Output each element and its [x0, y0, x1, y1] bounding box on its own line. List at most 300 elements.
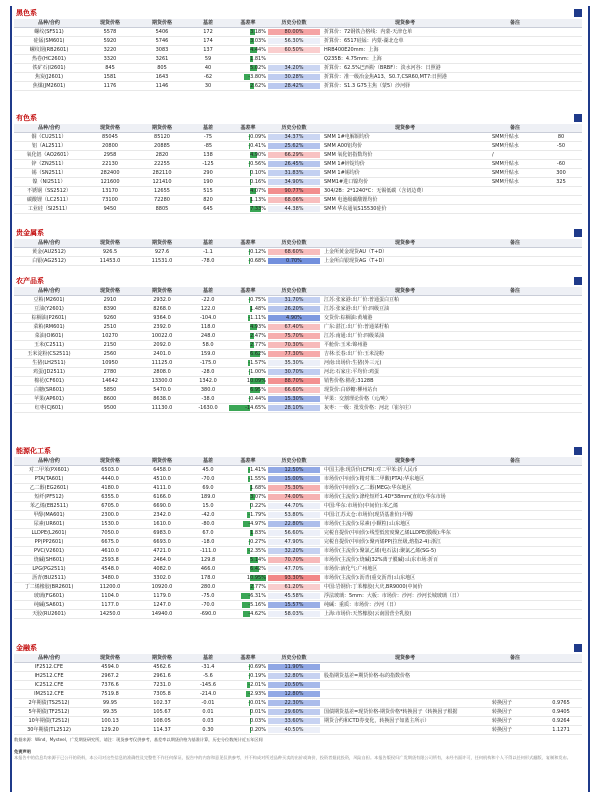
basis-rate-text: 10.09%	[246, 377, 266, 384]
percentile-cell	[268, 394, 320, 403]
column-header: 基差率	[228, 287, 268, 295]
section-block	[14, 446, 582, 619]
spot-price: 2780	[84, 367, 136, 376]
remark-label: SMM升贴水	[490, 159, 540, 168]
basis-rate-text: 3.03%	[250, 37, 266, 44]
spot-price: 73100	[84, 195, 136, 204]
basis-rate-text: 4.90%	[250, 151, 266, 158]
basis-rate-text: -0.75%	[248, 296, 266, 303]
percentile-cell	[268, 54, 320, 63]
table-row	[14, 483, 582, 492]
remark-label: SMM升贴水	[490, 168, 540, 177]
remark-value: 325	[540, 177, 582, 186]
remark-label	[490, 671, 540, 680]
spot-price: 926.5	[84, 247, 136, 256]
futures-price: 3083	[136, 45, 188, 54]
remark-label	[490, 492, 540, 501]
spot-price: 4180.0	[84, 483, 136, 492]
percentile-cell	[268, 256, 320, 265]
spot-price: 121600	[84, 177, 136, 186]
futures-price: 5746	[136, 36, 188, 45]
basis-value: -31.4	[188, 662, 228, 671]
basis-rate-cell	[228, 295, 268, 304]
remark-label	[490, 573, 540, 582]
remark-value	[540, 340, 582, 349]
contract-name: 5年期债(TF2512)	[14, 707, 84, 716]
basis-rate-text: 1.13%	[250, 196, 266, 203]
percentile-cell	[268, 510, 320, 519]
basis-value: -22.0	[188, 295, 228, 304]
percentile-cell	[268, 537, 320, 546]
percentile-cell	[268, 168, 320, 177]
contract-name: IC2512.CFE	[14, 680, 84, 689]
percentile-cell	[268, 403, 320, 412]
contract-name: 工业硅（SI2511）	[14, 204, 84, 213]
basis-rate-text: -2.35%	[248, 547, 266, 554]
spot-price: 3320	[84, 54, 136, 63]
remark-label	[490, 304, 540, 313]
percentile-cell	[268, 671, 320, 680]
spot-reference	[320, 725, 490, 734]
basis-rate-text: -1.57%	[248, 359, 266, 366]
futures-price: 102.37	[136, 698, 188, 707]
basis-value: -145.6	[188, 680, 228, 689]
percentile-text: 93.30%	[284, 574, 304, 581]
remark-value	[540, 72, 582, 81]
table-row	[14, 591, 582, 600]
column-header: 备注	[490, 124, 540, 132]
table-row	[14, 609, 582, 618]
remark-label	[490, 72, 540, 81]
percentile-cell	[268, 45, 320, 54]
table-row	[14, 403, 582, 412]
remark-value	[540, 195, 582, 204]
column-header: 基差	[188, 654, 228, 662]
basis-value: -38.0	[188, 394, 228, 403]
percentile-cell	[268, 367, 320, 376]
basis-rate-cell	[228, 528, 268, 537]
footer-heading: 免责声明	[14, 749, 31, 754]
spot-reference: Q235B：4.75mm：上海	[320, 54, 490, 63]
remark-value: -50	[540, 141, 582, 150]
basis-rate-text: 5.02%	[250, 64, 266, 71]
spot-price: 8390	[84, 304, 136, 313]
section-title-text: 金融系	[16, 644, 37, 652]
futures-price: 4562.6	[136, 662, 188, 671]
futures-price: 11531.0	[136, 256, 188, 265]
spot-price: 2958	[84, 150, 136, 159]
contract-name: 黄金(AU2512)	[14, 247, 84, 256]
column-header: 历史分位数	[268, 654, 320, 662]
remark-value	[540, 546, 582, 555]
basis-rate-cell	[228, 662, 268, 671]
contract-name: 白银(AG2512)	[14, 256, 84, 265]
spot-price: 2967.2	[84, 671, 136, 680]
spot-price: 22130	[84, 159, 136, 168]
table-row	[14, 195, 582, 204]
table-row	[14, 707, 582, 716]
basis-rate-cell	[228, 546, 268, 555]
table-row	[14, 689, 582, 698]
remark-label	[490, 340, 540, 349]
basis-rate-text: 0.16%	[250, 178, 266, 185]
basis-value: 645	[188, 204, 228, 213]
basis-rate-cell	[228, 186, 268, 195]
basis-rate-text: 10.95%	[246, 574, 266, 581]
basis-rate-text: -0.27%	[248, 538, 266, 545]
basis-rate-cell	[228, 501, 268, 510]
table-row	[14, 159, 582, 168]
futures-price: 2961.6	[136, 671, 188, 680]
contract-name: 螺纹(SF511)	[14, 27, 84, 36]
table-row	[14, 662, 582, 671]
basis-value: -18.0	[188, 537, 228, 546]
futures-price: 14940.0	[136, 609, 188, 618]
spot-price: 2150	[84, 340, 136, 349]
remark-label	[490, 322, 540, 331]
spot-reference: 广东:湛江:出厂价:普通菜籽粕	[320, 322, 490, 331]
basis-rate-text: -0.44%	[248, 395, 266, 402]
basis-rate-text: -0.69%	[248, 663, 266, 670]
percentile-cell	[268, 141, 320, 150]
remark-value	[540, 582, 582, 591]
basis-rate-text: -0.09%	[248, 133, 266, 140]
basis-value: -5.6	[188, 671, 228, 680]
percentile-text: 15.00%	[284, 475, 304, 482]
percentile-text: 35.30%	[284, 359, 304, 366]
basis-rate-cell	[228, 609, 268, 618]
remark-value	[540, 385, 582, 394]
basis-value: 515	[188, 186, 228, 195]
contract-name: LLDPE(L2601)	[14, 528, 84, 537]
section-title	[14, 228, 582, 239]
futures-price: 3302.0	[136, 573, 188, 582]
column-header: 备注	[490, 654, 540, 662]
remark-value	[540, 555, 582, 564]
contract-name: 镍（NI2511）	[14, 177, 84, 186]
table-row	[14, 367, 582, 376]
footer-source: 数据来源：Wind，Mysteel，广发期货研究所，请注：现货参考仅供参考，基差率以期货价格为基准计算，历史分位数统计近五年区间	[14, 737, 263, 742]
remark-value	[540, 367, 582, 376]
percentile-cell	[268, 680, 320, 689]
percentile-text: 75.70%	[284, 332, 304, 339]
table-header-row	[14, 124, 582, 132]
contract-name: 玉米淀粉(CS2511)	[14, 349, 84, 358]
basis-rate-cell	[228, 27, 268, 36]
column-header: 现货参考	[320, 19, 490, 27]
table-row	[14, 204, 582, 213]
section-block	[14, 276, 582, 413]
spot-price: 1176	[84, 81, 136, 90]
percentile-cell	[268, 501, 320, 510]
remark-label	[490, 63, 540, 72]
percentile-text: 31.70%	[284, 296, 304, 303]
section-block	[14, 643, 582, 735]
basis-rate-text: -2.93%	[248, 690, 266, 697]
basis-rate-cell	[228, 564, 268, 573]
futures-price: 2401.0	[136, 349, 188, 358]
spot-reference: 中国:江苏太仓:市场价(现货基准价):甲醇	[320, 510, 490, 519]
contract-name: 铁矿石(I2601)	[14, 63, 84, 72]
table-row	[14, 725, 582, 734]
basis-rate-cell	[228, 671, 268, 680]
percentile-cell	[268, 519, 320, 528]
remark-label: 转换因子	[490, 725, 540, 734]
spot-price: 1177.0	[84, 600, 136, 609]
table-row	[14, 528, 582, 537]
column-header: 现货价格	[84, 654, 136, 662]
remark-value	[540, 600, 582, 609]
futures-price: 2092.0	[136, 340, 188, 349]
remark-value	[540, 689, 582, 698]
remark-label	[490, 537, 540, 546]
basis-rate-cell	[228, 177, 268, 186]
percentile-text: 80.00%	[284, 28, 304, 35]
percentile-cell	[268, 591, 320, 600]
percentile-text: 34.37%	[284, 133, 304, 140]
contract-name: IM2512.CFE	[14, 689, 84, 698]
percentile-cell	[268, 716, 320, 725]
remark-value	[540, 331, 582, 340]
contract-name: 白糖(SR601)	[14, 385, 84, 394]
contract-name: 鸡蛋(JD2511)	[14, 367, 84, 376]
futures-price: 4082.0	[136, 564, 188, 573]
column-header: 现货参考	[320, 239, 490, 247]
remark-label	[490, 474, 540, 483]
basis-rate-cell	[228, 132, 268, 141]
basis-rate-cell	[228, 376, 268, 385]
basis-table	[14, 457, 582, 619]
contract-name: 尿素(UR601)	[14, 519, 84, 528]
spot-reference: 折算价：72钢铁合格线：内蒙-天津仓单	[320, 27, 490, 36]
percentile-text: 22.30%	[284, 699, 304, 706]
table-row	[14, 680, 582, 689]
basis-value: 189.0	[188, 492, 228, 501]
basis-value: -690.0	[188, 609, 228, 618]
contract-name: PP(PP2601)	[14, 537, 84, 546]
table-row	[14, 698, 582, 707]
basis-rate-text: -1.55%	[248, 475, 266, 482]
spot-reference: 市场价(主流价):沥青(重交沥青):山东地区	[320, 573, 490, 582]
spot-reference: 折算价：62.5%巴西粉（BRBF）：淡水河谷：日照港	[320, 63, 490, 72]
contract-name: 菜油(OI601)	[14, 331, 84, 340]
column-header: 备注	[490, 19, 540, 27]
spot-price: 6355.0	[84, 492, 136, 501]
basis-rate-text: -1.41%	[248, 466, 266, 473]
remark-label	[490, 186, 540, 195]
spot-price: 99.95	[84, 698, 136, 707]
spot-reference	[320, 689, 490, 698]
section-title	[14, 8, 582, 19]
table-row	[14, 582, 582, 591]
remark-value	[540, 247, 582, 256]
remark-label	[490, 385, 540, 394]
futures-price: 8638.0	[136, 394, 188, 403]
remark-label	[490, 349, 540, 358]
table-header-row	[14, 239, 582, 247]
futures-price: 11125.0	[136, 358, 188, 367]
basis-rate-text: -4.97%	[248, 520, 266, 527]
spot-reference: SMM 1#锌锭均价	[320, 159, 490, 168]
basis-rate-text: -0.12%	[248, 248, 266, 255]
percentile-text: 40.50%	[284, 726, 304, 733]
basis-value: -85	[188, 141, 228, 150]
remark-value	[540, 564, 582, 573]
contract-name: 天胶(RU2601)	[14, 609, 84, 618]
basis-value: 69.0	[188, 483, 228, 492]
section-title-text: 黑色系	[16, 9, 37, 17]
column-header	[540, 654, 582, 662]
table-header-row	[14, 287, 582, 295]
column-header: 基差	[188, 239, 228, 247]
table-row	[14, 358, 582, 367]
percentile-text: 53.80%	[284, 511, 304, 518]
spot-price: 7050.0	[84, 528, 136, 537]
spot-reference: 江苏:南通:出厂价:四级菜油	[320, 331, 490, 340]
column-header: 基差	[188, 124, 228, 132]
basis-rate-text: -1.00%	[248, 368, 266, 375]
futures-price: 5470.0	[136, 385, 188, 394]
percentile-text: 90.77%	[284, 187, 304, 194]
contract-name: 乙二醇(EG2601)	[14, 483, 84, 492]
basis-rate-text: -0.01%	[248, 699, 266, 706]
remark-value	[540, 465, 582, 474]
basis-value: 122.0	[188, 304, 228, 313]
spot-reference: 市场价:液化气:广州地区	[320, 564, 490, 573]
spot-price: 20800	[84, 141, 136, 150]
column-header: 期货价格	[136, 19, 188, 27]
table-row	[14, 168, 582, 177]
basis-rate-text: 0.03%	[250, 717, 266, 724]
remark-label	[490, 582, 540, 591]
remark-value: 0.9405	[540, 707, 582, 716]
percentile-cell	[268, 132, 320, 141]
remark-value	[540, 36, 582, 45]
basis-value: 290	[188, 168, 228, 177]
basis-rate-cell	[228, 195, 268, 204]
column-header: 基差率	[228, 239, 268, 247]
futures-price: 4111.0	[136, 483, 188, 492]
remark-value	[540, 403, 582, 412]
spot-reference: 折算价：准一级冶金焦A13、S0.7,CSR60,MT7:日照港	[320, 72, 490, 81]
section-title-text: 有色系	[16, 114, 37, 122]
section-title-text: 农产品系	[16, 277, 44, 285]
spot-price: 6675.0	[84, 537, 136, 546]
basis-rate-text: -1.79%	[248, 511, 266, 518]
percentile-cell	[268, 555, 320, 564]
futures-price: 2392.0	[136, 322, 188, 331]
basis-value: -125	[188, 159, 228, 168]
remark-value	[540, 662, 582, 671]
remark-label	[490, 600, 540, 609]
remark-label	[490, 465, 540, 474]
table-row	[14, 385, 582, 394]
spot-price: 6503.0	[84, 465, 136, 474]
futures-price: 2820	[136, 150, 188, 159]
remark-label: /	[490, 150, 540, 159]
basis-rate-text: -5.16%	[248, 601, 266, 608]
basis-rate-cell	[228, 600, 268, 609]
percentile-text: 60.50%	[284, 46, 304, 53]
spot-price: 5920	[84, 36, 136, 45]
basis-rate-cell	[228, 716, 268, 725]
spot-reference: 折算价：6517硅锰：内蒙-湖北仓单	[320, 36, 490, 45]
column-header: 历史分位数	[268, 287, 320, 295]
basis-rate-text: 1.83%	[250, 529, 266, 536]
futures-price: 85120	[136, 132, 188, 141]
spot-reference: 河北:石家庄:平均价:鸡蛋	[320, 367, 490, 376]
percentile-cell	[268, 247, 320, 256]
spot-reference: 市场价(主流价):涤纶短纤1.4D*38mm(直纺):华东市场	[320, 492, 490, 501]
remark-value: 0.9264	[540, 716, 582, 725]
percentile-text: 58.03%	[284, 610, 304, 617]
basis-rate-text: -1.11%	[248, 314, 266, 321]
percentile-text: 12.50%	[284, 466, 304, 473]
spot-price: 7376.6	[84, 680, 136, 689]
basis-rate-cell	[228, 680, 268, 689]
basis-rate-text: 2.47%	[250, 332, 266, 339]
spot-price: 99.35	[84, 707, 136, 716]
basis-value: 15.0	[188, 501, 228, 510]
percentile-text: 68.06%	[284, 196, 304, 203]
basis-value: 174	[188, 36, 228, 45]
basis-value: 129.8	[188, 555, 228, 564]
section-marker-icon	[574, 277, 582, 285]
remark-label	[490, 483, 540, 492]
basis-value: 0.30	[188, 725, 228, 734]
basis-rate-text: 7.33%	[250, 205, 266, 212]
basis-value: 178.0	[188, 573, 228, 582]
percentile-cell	[268, 385, 320, 394]
spot-price: 10950	[84, 358, 136, 367]
percentile-cell	[268, 81, 320, 90]
spot-price: 3220	[84, 45, 136, 54]
percentile-cell	[268, 465, 320, 474]
contract-name: 氧化铝（AO2601）	[14, 150, 84, 159]
remark-value: 1.1271	[540, 725, 582, 734]
percentile-text: 31.83%	[284, 169, 304, 176]
remark-label	[490, 501, 540, 510]
contract-name: 短纤(PF512)	[14, 492, 84, 501]
remark-value: 300	[540, 168, 582, 177]
column-header: 历史分位数	[268, 19, 320, 27]
basis-value: -75	[188, 132, 228, 141]
contract-name: 铜（CU2511）	[14, 132, 84, 141]
percentile-cell	[268, 349, 320, 358]
section-title-text: 贵金属系	[16, 229, 44, 237]
basis-value: -70.0	[188, 600, 228, 609]
futures-price: 22255	[136, 159, 188, 168]
spot-price: 7519.8	[84, 689, 136, 698]
remark-label	[490, 295, 540, 304]
percentile-cell	[268, 177, 320, 186]
remark-value	[540, 474, 582, 483]
table-row	[14, 555, 582, 564]
futures-price: 2464.0	[136, 555, 188, 564]
percentile-cell	[268, 492, 320, 501]
futures-price: 9364.0	[136, 313, 188, 322]
basis-value: -80.0	[188, 519, 228, 528]
spot-price: 2560	[84, 349, 136, 358]
percentile-cell	[268, 150, 320, 159]
futures-price: 20885	[136, 141, 188, 150]
percentile-text: 34.20%	[284, 64, 304, 71]
percentile-cell	[268, 304, 320, 313]
basis-rate-text: 6.95%	[250, 386, 266, 393]
contract-name: 焦炭(J2601)	[14, 72, 84, 81]
futures-price: 805	[136, 63, 188, 72]
table-row	[14, 72, 582, 81]
